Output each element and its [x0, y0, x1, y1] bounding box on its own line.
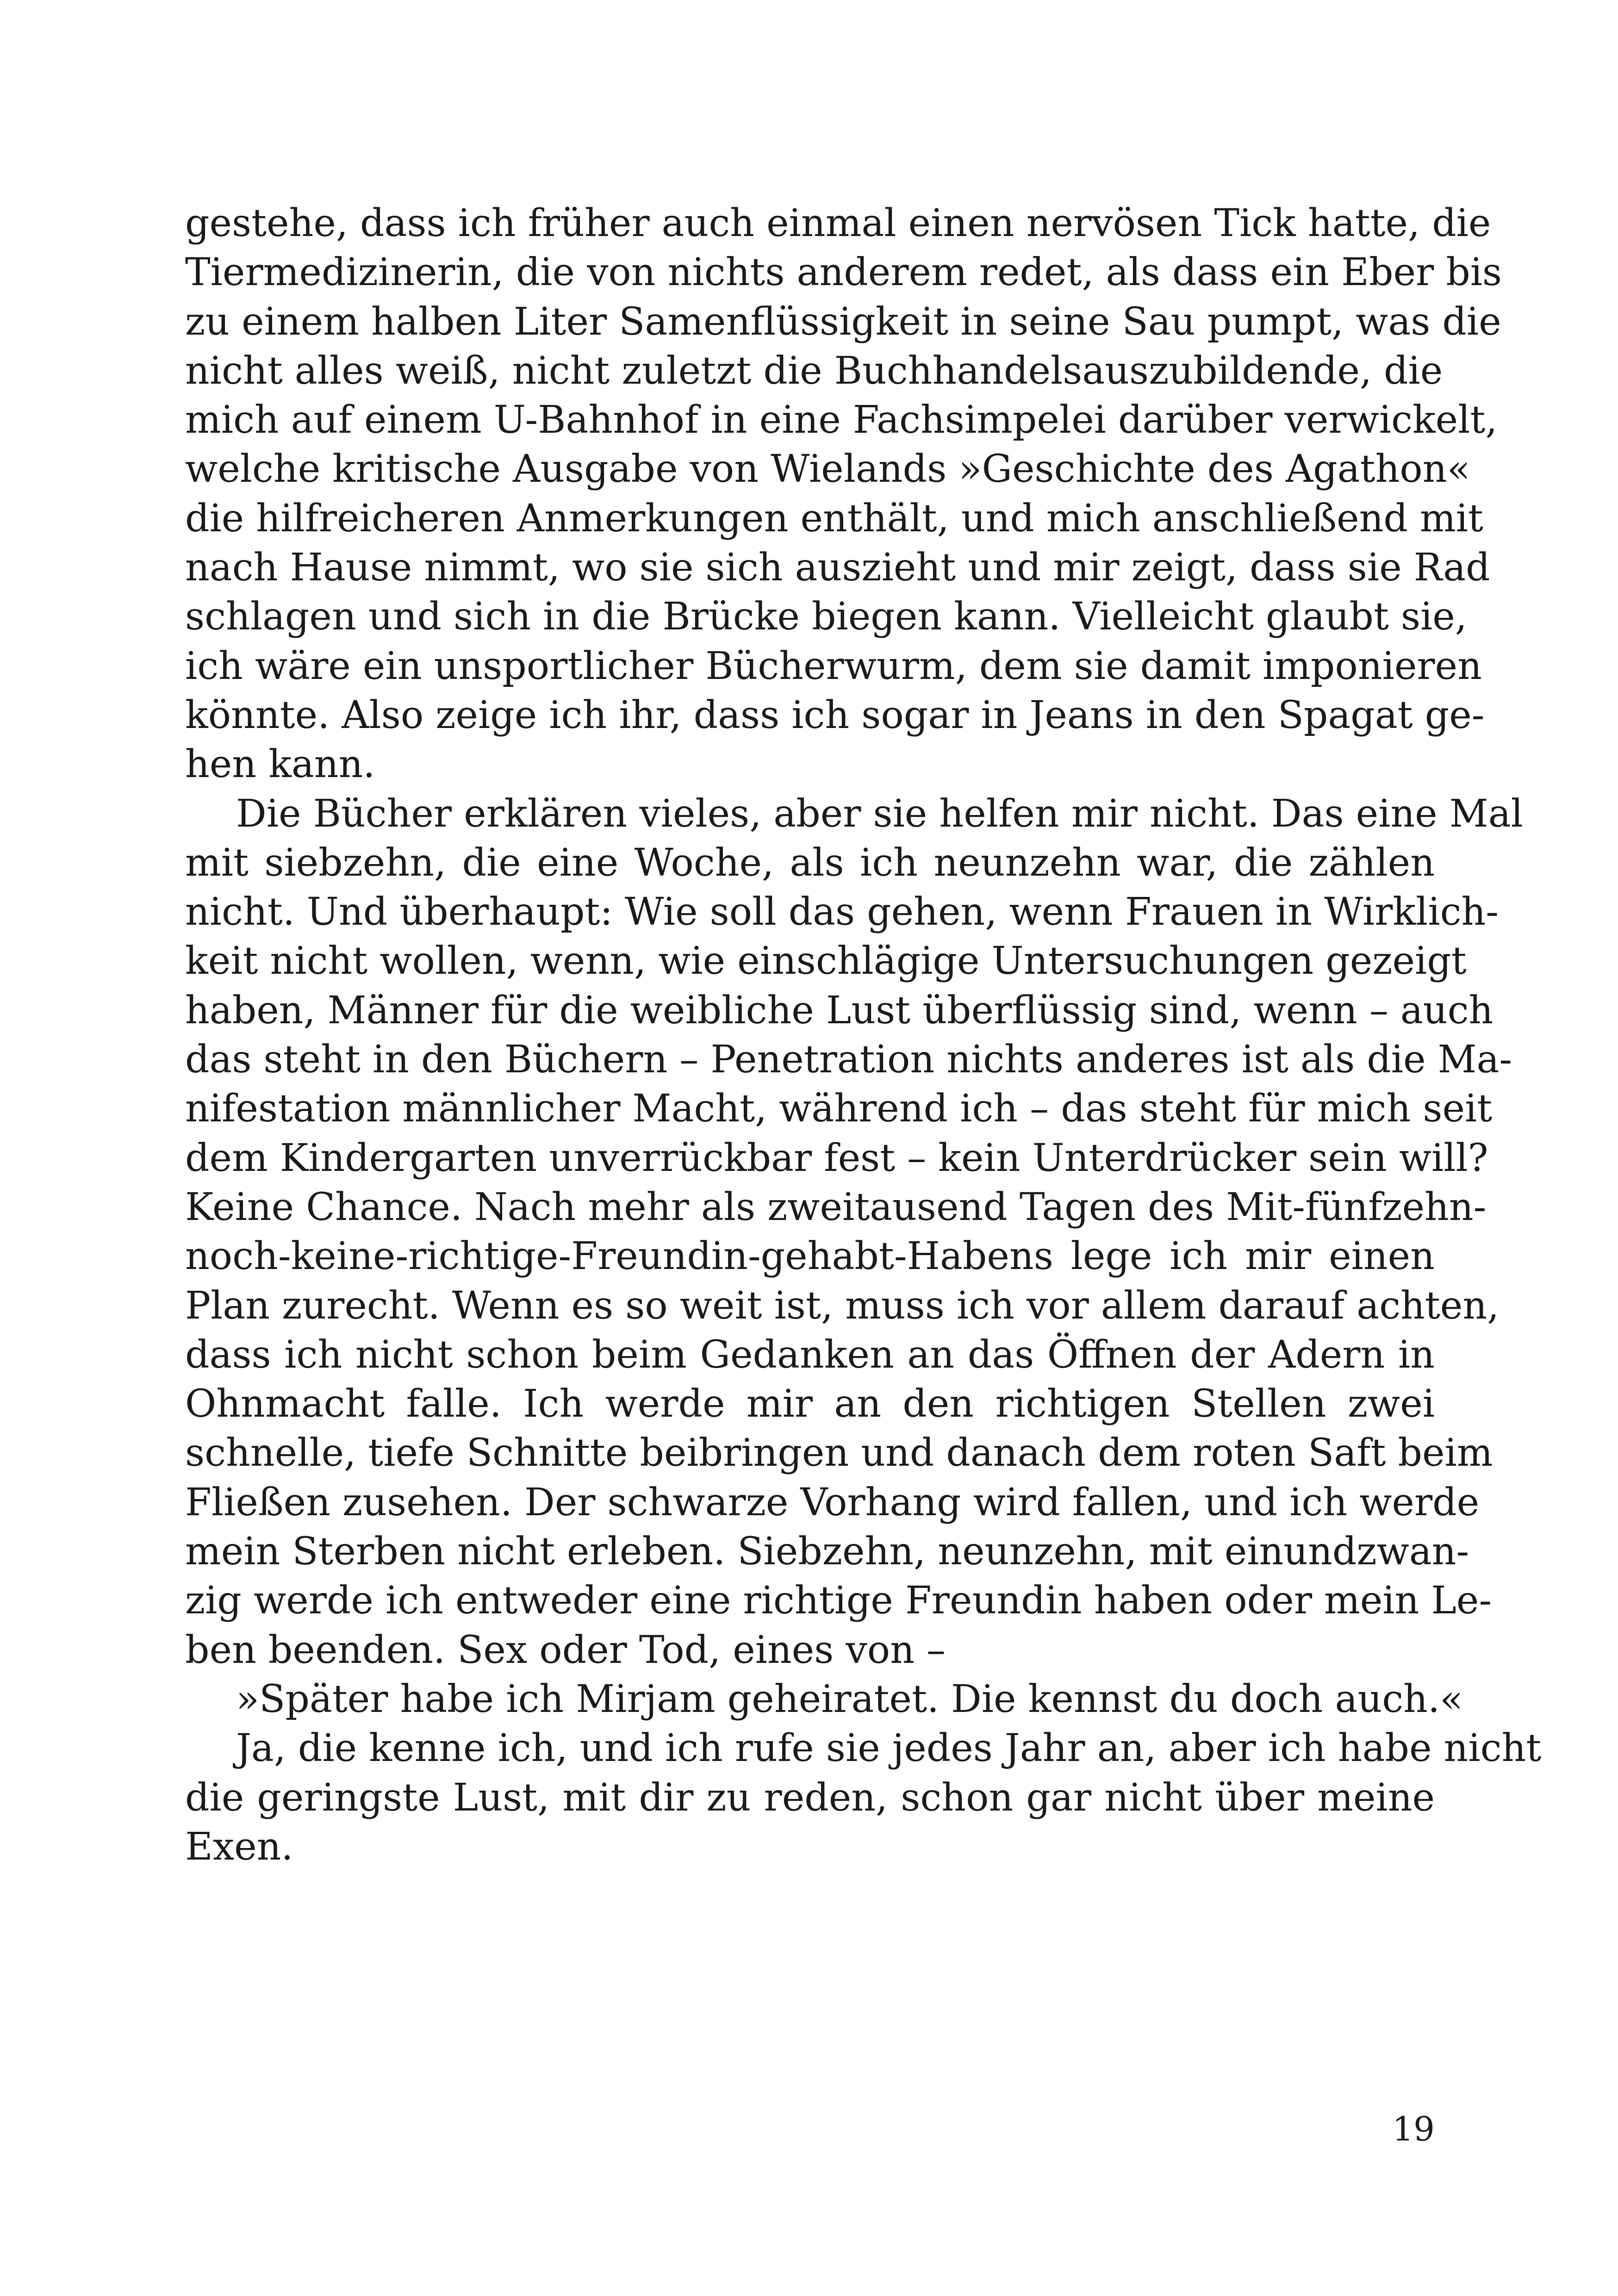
paragraph-1 [185, 199, 1502, 790]
paragraph-3 [185, 1675, 1463, 1724]
text-line: schnelle, tiefe Schnitte beibringen und danach dem roten Saft beim [185, 1431, 1493, 1475]
text-line: mich auf einem U-Bahnhof in eine Fachsimpelei darüber verwickelt, [185, 398, 1498, 442]
text-line: zu einem halben Liter Samenflüssigkeit in seine Sau pumpt, was die [185, 299, 1501, 344]
text-line: nicht. Und überhaupt: Wie soll das gehen, wenn Frauen in Wirklich- [185, 890, 1499, 934]
text-line: ich wäre ein unsportlicher Bücherwurm, dem sie damit imponieren [185, 644, 1482, 688]
text-line: Ohnmacht falle. Ich werde mir an den richtigen Stellen zwei [185, 1382, 1435, 1426]
text-line: nach Hause nimmt, wo sie sich auszieht und mir zeigt, dass sie Rad [185, 546, 1490, 590]
text-line: zig werde ich entweder eine richtige Freundin haben oder mein Le- [185, 1579, 1492, 1623]
text-line: Fließen zusehen. Der schwarze Vorhang wird fallen, und ich werde [185, 1480, 1480, 1524]
text-line: dass ich nicht schon beim Gedanken an das Öffnen der Adern in [185, 1332, 1435, 1377]
text-line: ben beenden. Sex oder Tod, eines von – [185, 1628, 946, 1672]
text-line: »Später habe ich Mirjam geheiratet. Die kennst du doch auch.« [236, 1677, 1463, 1721]
text-line: nifestation männlicher Macht, während ich – das steht für mich seit [185, 1087, 1493, 1131]
page-number: 19 [1392, 2109, 1435, 2148]
text-line: dem Kindergarten unverrückbar fest – kein Unterdrücker sein will? [185, 1136, 1488, 1180]
text-line: mit siebzehn, die eine Woche, als ich neunzehn war, die zählen [185, 840, 1435, 885]
text-line: nicht alles weiß, nicht zuletzt die Buchhandelsauszubildende, die [185, 348, 1443, 393]
text-line: keit nicht wollen, wenn, wie einschlägige Untersuchungen gezeigt [185, 939, 1467, 983]
text-line: mein Sterben nicht erleben. Siebzehn, neunzehn, mit einundzwan- [185, 1530, 1469, 1574]
text-line: haben, Männer für die weibliche Lust überflüssig sind, wenn – auch [185, 988, 1494, 1033]
text-line: das steht in den Büchern – Penetration nichts anderes ist als die Ma- [185, 1038, 1512, 1082]
text-line: die geringste Lust, mit dir zu reden, schon gar nicht über meine [185, 1775, 1435, 1820]
text-line: noch-keine-richtige-Freundin-gehabt-Habens lege ich mir einen [185, 1234, 1435, 1279]
text-line: Plan zurecht. Wenn es so weit ist, muss ich vor allem darauf achten, [185, 1283, 1500, 1328]
text-line: welche kritische Ausgabe von Wielands »Geschichte des Agathon« [185, 447, 1470, 492]
text-line: hen kann. [185, 742, 375, 787]
text-line: Tiermedizinerin, die von nichts anderem redet, als dass ein Eber bis [185, 250, 1502, 295]
text-line: schlagen und sich in die Brücke biegen kann. Vielleicht glaubt sie, [185, 595, 1467, 639]
text-line: Die Bücher erklären vieles, aber sie helfen mir nicht. Das eine Mal [236, 791, 1523, 836]
text-line: gestehe, dass ich früher auch einmal einen nervösen Tick hatte, die [185, 201, 1491, 245]
paragraph-4 [185, 1724, 1542, 1872]
text-line: die hilfreicheren Anmerkungen enthält, und mich anschließend mit [185, 496, 1483, 541]
paragraph-2 [185, 790, 1523, 1675]
text-line: Exen. [185, 1824, 293, 1869]
text-line: könnte. Also zeige ich ihr, dass ich sogar in Jeans in den Spagat ge- [185, 693, 1485, 737]
text-line: Keine Chance. Nach mehr als zweitausend Tagen des Mit-fünfzehn- [185, 1185, 1487, 1229]
body-text [185, 199, 1542, 1872]
text-line: Ja, die kenne ich, und ich rufe sie jedes Jahr an, aber ich habe nicht [236, 1726, 1542, 1771]
